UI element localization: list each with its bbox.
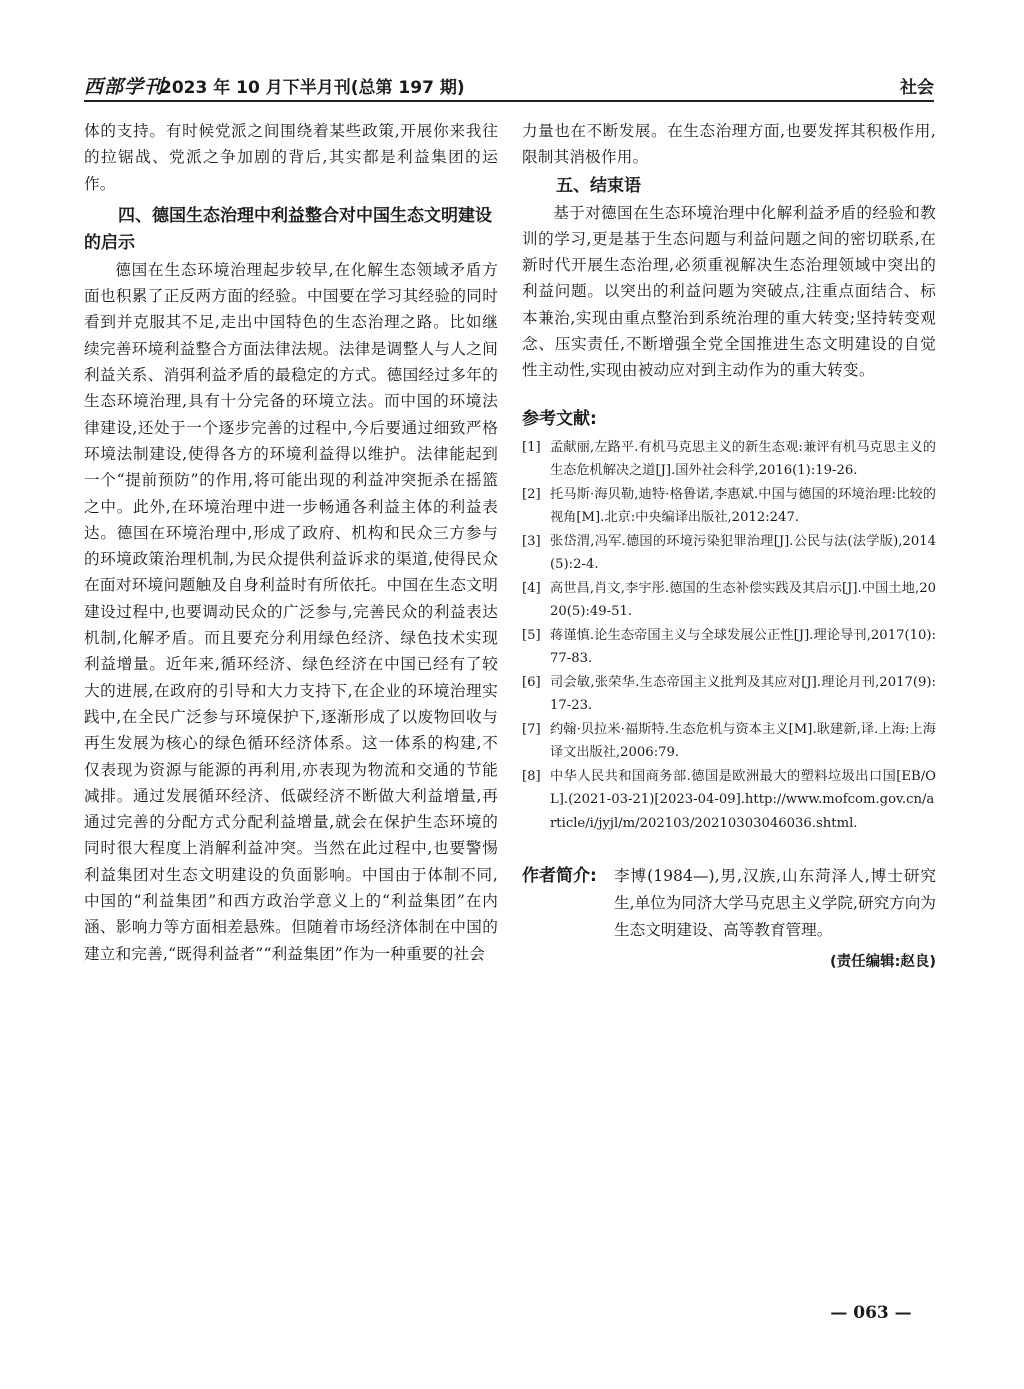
reference-item	[522, 483, 936, 530]
author-bio	[522, 863, 936, 944]
reference-text: 中华人民共和国商务部.德国是欧洲最大的塑料垃圾出口国[EB/OL].(2021-03-21)[2023-04-09].http://www.mofcom.gov.cn/article/i/jyjl/m/202103/20210303046036.shtml.	[550, 768, 936, 831]
reference-number: [8]	[522, 768, 541, 784]
section-heading-4: 四、德国生态治理中利益整合对中国生态文明建设的启示	[84, 205, 492, 253]
reference-number: [1]	[522, 439, 541, 455]
reference-number: [5]	[522, 627, 541, 643]
reference-number: [6]	[522, 674, 541, 690]
author-label: 作者简介:	[522, 866, 597, 887]
page-header	[84, 70, 934, 102]
reference-text: 司会敏,张荣华.生态帝国主义批判及其应对[J].理论月刊,2017(9):17-23.	[550, 674, 936, 714]
references-title: 参考文献:	[522, 408, 597, 429]
reference-item	[522, 530, 936, 577]
reference-number: [2]	[522, 486, 541, 502]
responsible-editor: (责任编辑:赵良)	[829, 954, 936, 971]
paragraph-continued: 体的支持。有时候党派之间围绕着某些政策,开展你来我往的拉锯战、党派之争加剧的背后,其实都是利益集团的运作。	[84, 122, 498, 193]
section-heading-5: 五、结束语	[556, 175, 641, 196]
issue-info: 2023 年 10 月下半月刊(总第 197 期)	[160, 78, 465, 98]
reference-text: 张岱渭,冯军.德国的环境污染犯罪治理[J].公民与法(法学版),2014(5):2-4.	[550, 533, 936, 573]
author-text: 李博(1984—),男,汉族,山东菏泽人,博士研究生,单位为同济大学马克思主义学院,研究方向为生态文明建设、高等教育管理。	[614, 867, 936, 940]
paragraph-conclusion: 基于对德国在生态环境治理中化解利益矛盾的经验和教训的学习,更是基于生态问题与利益问题之间的密切联系,在新时代开展生态治理,必须重视解决生态治理领域中突出的利益问题。以突出的利益问题为突破点,注重点面结合、标本兼治,实现由重点整治到系统治理的重大转变;坚持转变观念、压实责任,不断增强全党全国推进生态文明建设的自觉性主动性,实现由被动应对到主动作为的重大转变。	[522, 203, 936, 380]
reference-item	[522, 718, 936, 765]
reference-item	[522, 765, 936, 836]
reference-text: 孟献丽,左路平.有机马克思主义的新生态观:兼评有机马克思主义的生态危机解决之道[J].国外社会科学,2016(1):19-26.	[550, 439, 936, 479]
reference-text: 高世昌,肖文,李宇彤.德国的生态补偿实践及其启示[J].中国土地,2020(5):49-51.	[550, 580, 936, 620]
right-column	[522, 118, 936, 971]
left-column	[84, 118, 498, 967]
reference-item	[522, 436, 936, 483]
journal-logo: 西部学刊	[84, 76, 165, 98]
section-tag: 社会	[900, 78, 934, 98]
reference-text: 约翰·贝拉米·福斯特.生态危机与资本主义[M].耿建新,译.上海:上海译文出版社,2006:79.	[550, 721, 936, 761]
references-list	[522, 436, 936, 836]
paragraph-continued-right: 力量也在不断发展。在生态治理方面,也要发挥其积极作用,限制其消极作用。	[522, 122, 936, 167]
reference-number: [4]	[522, 580, 541, 596]
page-number: — 063 —	[830, 1303, 912, 1323]
reference-item	[522, 671, 936, 718]
reference-number: [3]	[522, 533, 541, 549]
paragraph-main: 德国在生态环境治理起步较早,在化解生态领域矛盾方面也积累了正反两方面的经验。中国要在学习其经验的同时看到并克服其不足,走出中国特色的生态治理之路。比如继续完善环境利益整合方面法律法规。法律是调整人与人之间利益关系、消弭利益矛盾的最稳定的方式。德国经过多年的生态环境治理,具有十分完备的环境立法。而中国的环境法律建设,还处于一个逐步完善的过程中,今后要通过细致严格环境法制建设,使得各方的环境利益得以维护。法律能起到一个“提前预防”的作用,将可能出现的利益冲突扼杀在摇篮之中。此外,在环境治理中进一步畅通各利益主体的利益表达。德国在环境治理中,形成了政府、机构和民众三方参与的环境政策治理机制,为民众提供利益诉求的渠道,使得民众在面对环境问题触及自身利益时有所依托。中国在生态文明建设过程中,也要调动民众的广泛参与,完善民众的利益表达机制,化解矛盾。而且要充分利用绿色经济、绿色技术实现利益增量。近年来,循环经济、绿色经济在中国已经有了较大的进展,在政府的引导和大力支持下,在企业的环境治理实践中,在全民广泛参与环境保护下,逐渐形成了以废物回收与再生发展为核心的绿色循环经济体系。这一体系的构建,不仅表现为资源与能源的再利用,亦表现为物流和交通的节能减排。通过发展循环经济、低碳经济不断做大利益增量,再通过完善的分配方式分配利益增量,就会在保护生态环境的同时很大程度上消解利益冲突。当然在此过程中,也要警惕利益集团对生态文明建设的负面影响。中国由于体制不同,中国的“利益集团”和西方政治学意义上的“利益集团”在内涵、影响力等方面相差悬殊。但随着市场经济体制在中国的建立和完善,“既得利益者”“利益集团”作为一种重要的社会	[84, 260, 498, 963]
reference-item	[522, 577, 936, 624]
reference-text: 蒋谨慎.论生态帝国主义与全球发展公正性[J].理论导刊,2017(10):77-83.	[550, 627, 936, 667]
reference-number: [7]	[522, 721, 541, 737]
reference-item	[522, 624, 936, 671]
reference-text: 托马斯·海贝勒,迪特·格鲁诺,李惠斌.中国与德国的环境治理:比较的视角[M].北京:中央编译出版社,2012:247.	[550, 486, 936, 526]
